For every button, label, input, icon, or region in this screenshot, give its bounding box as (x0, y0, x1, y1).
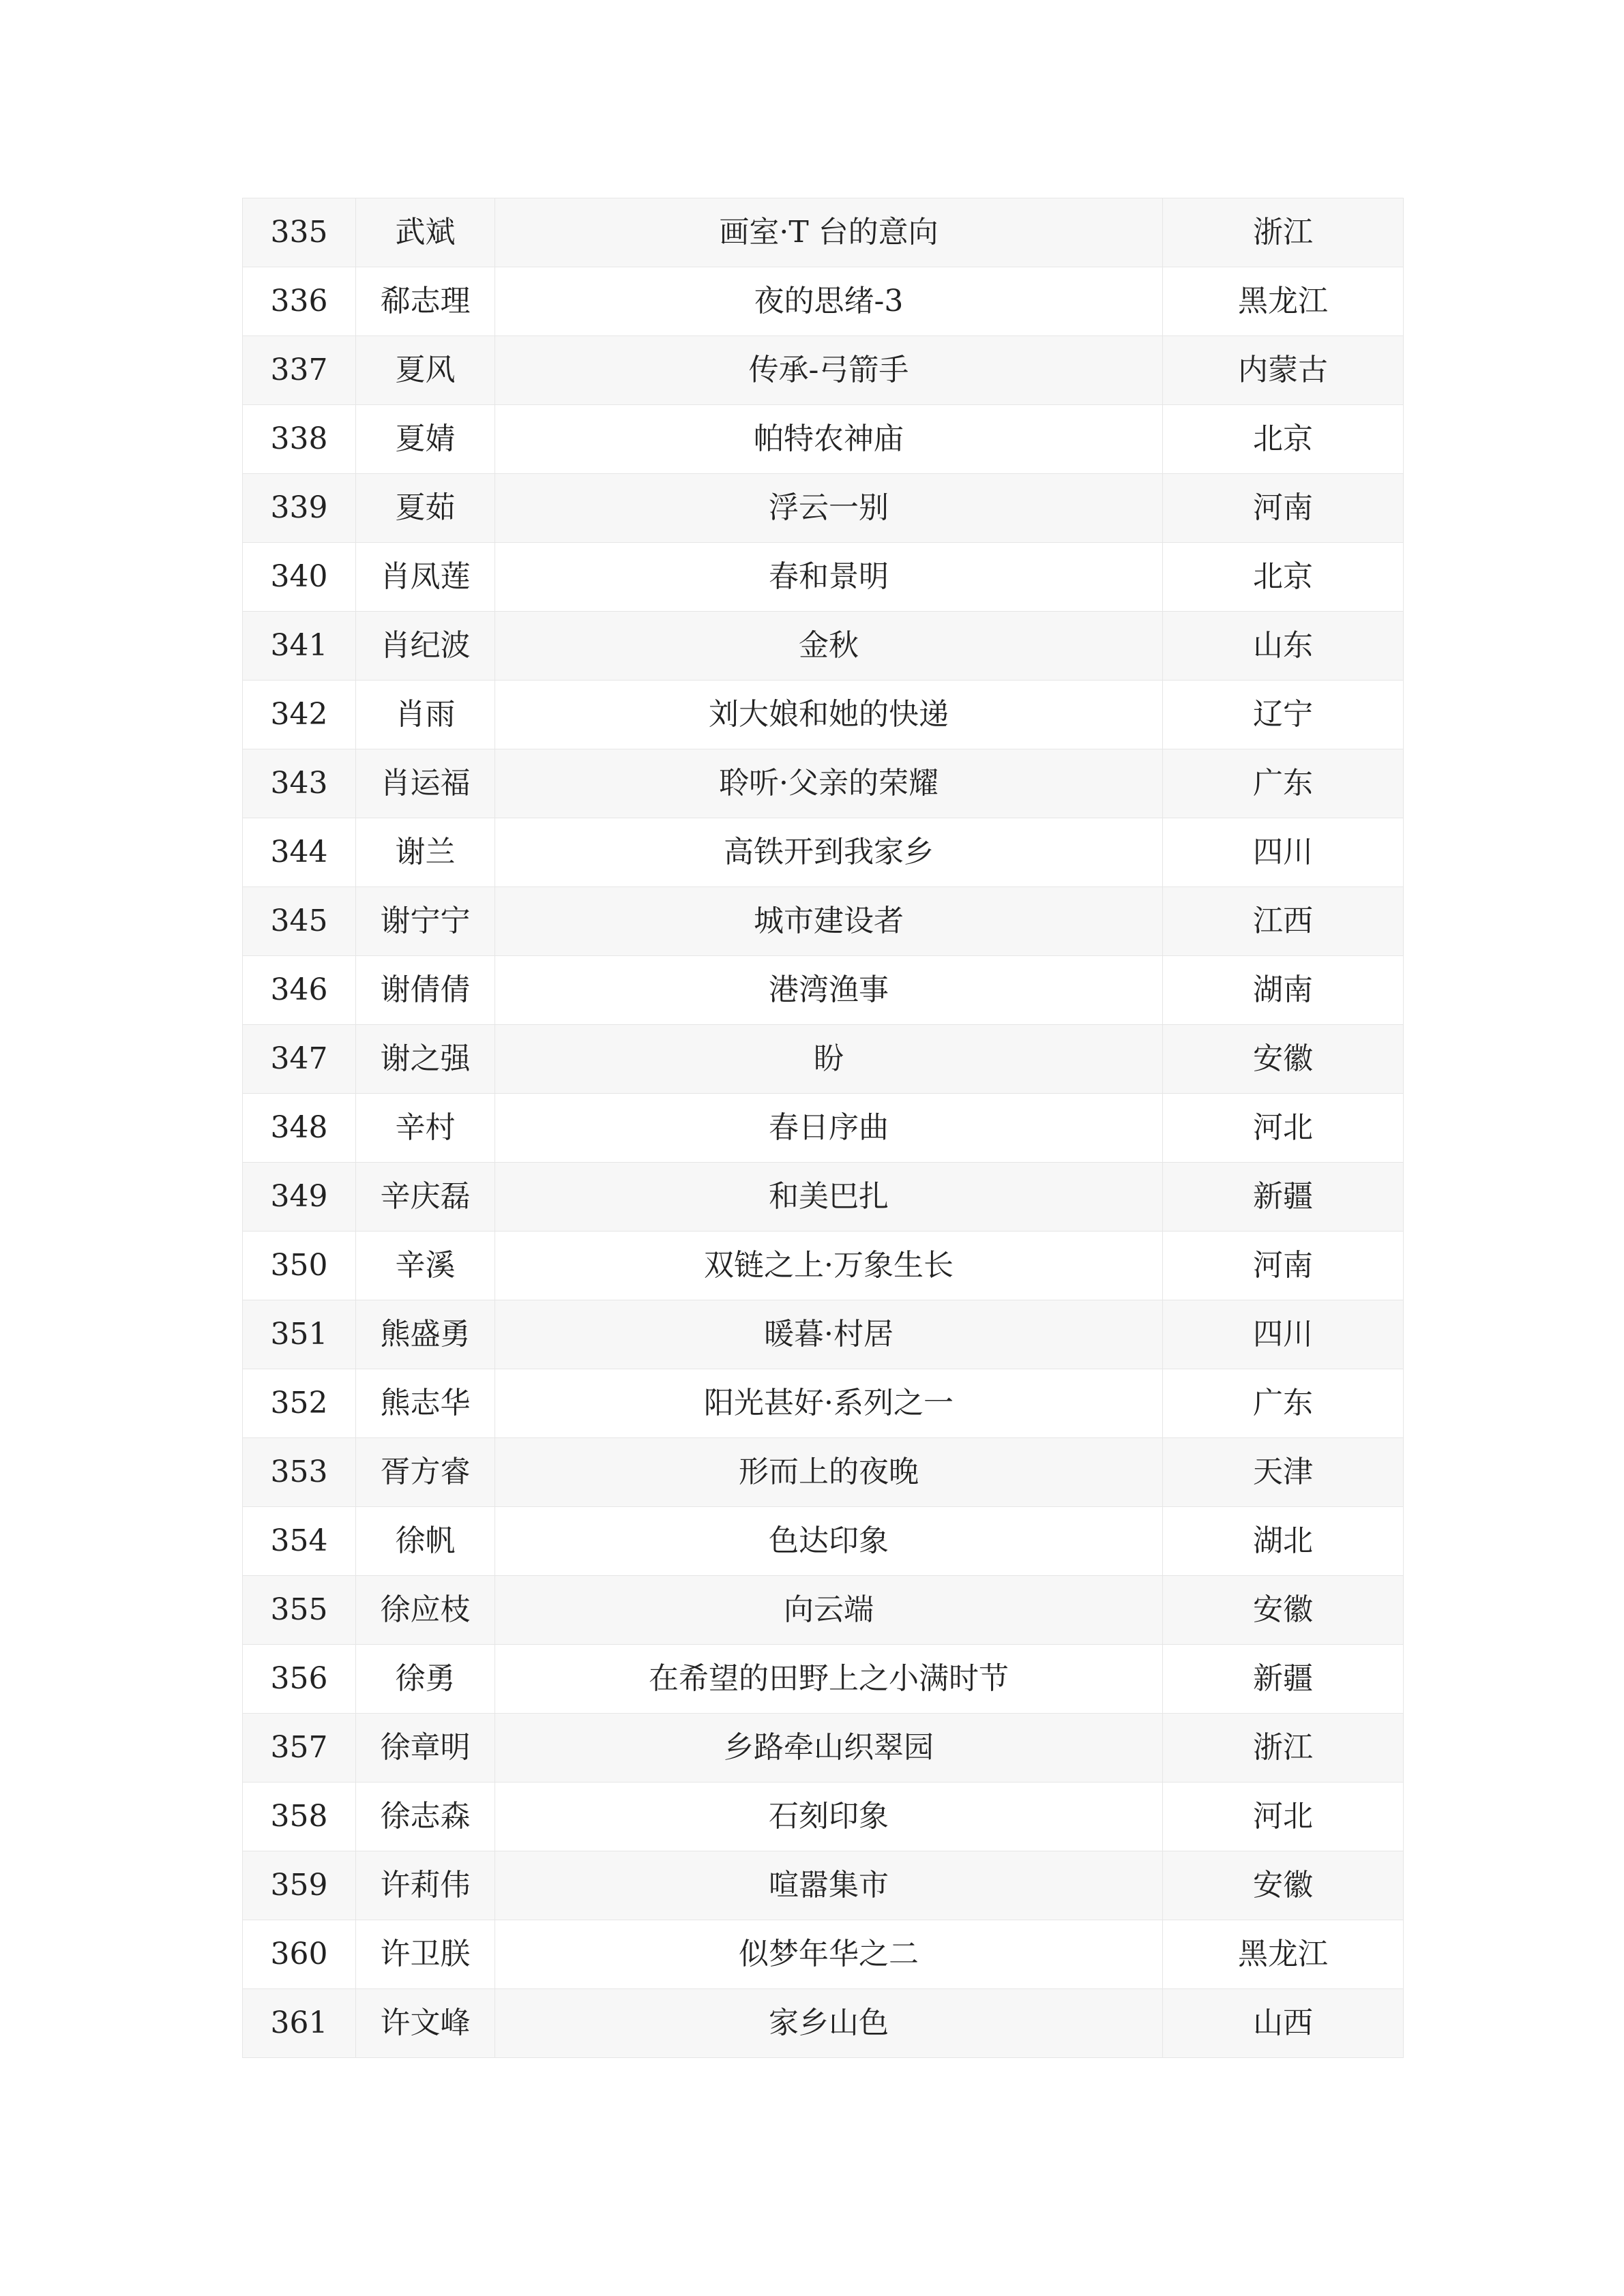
table-row (243, 1163, 1404, 1232)
table-row (243, 1025, 1404, 1094)
entry-number: 353 (243, 1438, 356, 1507)
table-row (243, 405, 1404, 474)
region: 河北 (1163, 1094, 1404, 1163)
table-row (243, 1989, 1404, 2058)
entry-number: 338 (243, 405, 356, 474)
region: 黑龙江 (1163, 1920, 1404, 1989)
artist-name: 肖纪波 (356, 612, 495, 681)
entry-number: 357 (243, 1714, 356, 1783)
entry-number: 361 (243, 1989, 356, 2058)
region: 山西 (1163, 1989, 1404, 2058)
region: 湖北 (1163, 1507, 1404, 1576)
entry-number: 344 (243, 818, 356, 887)
entry-number: 340 (243, 543, 356, 612)
entry-number: 341 (243, 612, 356, 681)
region: 山东 (1163, 612, 1404, 681)
region: 安徽 (1163, 1025, 1404, 1094)
region: 浙江 (1163, 198, 1404, 267)
region: 四川 (1163, 1300, 1404, 1369)
artist-name: 辛溪 (356, 1232, 495, 1300)
artwork-title: 暖暮·村居 (495, 1300, 1163, 1369)
entry-number: 339 (243, 474, 356, 543)
entry-number: 349 (243, 1163, 356, 1232)
artwork-title: 春和景明 (495, 543, 1163, 612)
artist-name: 谢宁宁 (356, 887, 495, 956)
artwork-title: 城市建设者 (495, 887, 1163, 956)
artwork-title: 港湾渔事 (495, 956, 1163, 1025)
artwork-title: 喧嚣集市 (495, 1851, 1163, 1920)
artwork-title: 金秋 (495, 612, 1163, 681)
entry-number: 352 (243, 1369, 356, 1438)
entry-number: 346 (243, 956, 356, 1025)
region: 新疆 (1163, 1645, 1404, 1714)
region: 广东 (1163, 749, 1404, 818)
entry-number: 351 (243, 1300, 356, 1369)
artwork-title: 春日序曲 (495, 1094, 1163, 1163)
entry-number: 358 (243, 1783, 356, 1851)
region: 辽宁 (1163, 681, 1404, 749)
artwork-title: 和美巴扎 (495, 1163, 1163, 1232)
artist-name: 夏茹 (356, 474, 495, 543)
table-row (243, 474, 1404, 543)
table-row (243, 749, 1404, 818)
entry-number: 355 (243, 1576, 356, 1645)
roster-table (242, 198, 1404, 2058)
table-row (243, 543, 1404, 612)
entry-number: 354 (243, 1507, 356, 1576)
artwork-title: 石刻印象 (495, 1783, 1163, 1851)
entry-number: 350 (243, 1232, 356, 1300)
artwork-title: 浮云一别 (495, 474, 1163, 543)
table-row (243, 956, 1404, 1025)
artist-name: 许莉伟 (356, 1851, 495, 1920)
artwork-title: 乡路牵山织翠园 (495, 1714, 1163, 1783)
table-row (243, 1714, 1404, 1783)
region: 湖南 (1163, 956, 1404, 1025)
artwork-title: 家乡山色 (495, 1989, 1163, 2058)
entry-number: 335 (243, 198, 356, 267)
artist-name: 肖运福 (356, 749, 495, 818)
artist-name: 熊盛勇 (356, 1300, 495, 1369)
artwork-title: 阳光甚好·系列之一 (495, 1369, 1163, 1438)
region: 浙江 (1163, 1714, 1404, 1783)
table-row (243, 681, 1404, 749)
artwork-title: 双链之上·万象生长 (495, 1232, 1163, 1300)
region: 内蒙古 (1163, 336, 1404, 405)
artwork-title: 画室·T 台的意向 (495, 198, 1163, 267)
table-row (243, 887, 1404, 956)
artwork-title: 高铁开到我家乡 (495, 818, 1163, 887)
table-row (243, 1576, 1404, 1645)
entry-number: 336 (243, 267, 356, 336)
artist-name: 徐帆 (356, 1507, 495, 1576)
artist-name: 谢之强 (356, 1025, 495, 1094)
table-row (243, 818, 1404, 887)
artist-name: 武斌 (356, 198, 495, 267)
entry-number: 337 (243, 336, 356, 405)
artist-name: 熊志华 (356, 1369, 495, 1438)
artwork-title: 形而上的夜晚 (495, 1438, 1163, 1507)
region: 河南 (1163, 474, 1404, 543)
table-row (243, 1300, 1404, 1369)
artist-name: 夏婧 (356, 405, 495, 474)
table-row (243, 1232, 1404, 1300)
artist-name: 肖雨 (356, 681, 495, 749)
table-row (243, 1783, 1404, 1851)
table-row (243, 267, 1404, 336)
region: 北京 (1163, 543, 1404, 612)
artist-name: 徐应枝 (356, 1576, 495, 1645)
artist-name: 许文峰 (356, 1989, 495, 2058)
artist-name: 郗志理 (356, 267, 495, 336)
artwork-title: 似梦年华之二 (495, 1920, 1163, 1989)
artist-name: 徐勇 (356, 1645, 495, 1714)
entry-number: 348 (243, 1094, 356, 1163)
entry-number: 342 (243, 681, 356, 749)
table-row (243, 1094, 1404, 1163)
artist-name: 许卫朕 (356, 1920, 495, 1989)
artwork-title: 传承-弓箭手 (495, 336, 1163, 405)
table-row (243, 1920, 1404, 1989)
artist-name: 谢兰 (356, 818, 495, 887)
artwork-title: 盼 (495, 1025, 1163, 1094)
artwork-title: 夜的思绪-3 (495, 267, 1163, 336)
artwork-title: 色达印象 (495, 1507, 1163, 1576)
table-row (243, 1438, 1404, 1507)
region: 四川 (1163, 818, 1404, 887)
region: 北京 (1163, 405, 1404, 474)
table-row (243, 1645, 1404, 1714)
entry-number: 359 (243, 1851, 356, 1920)
region: 安徽 (1163, 1851, 1404, 1920)
artist-name: 肖凤莲 (356, 543, 495, 612)
entry-number: 345 (243, 887, 356, 956)
region: 新疆 (1163, 1163, 1404, 1232)
region: 天津 (1163, 1438, 1404, 1507)
region: 河北 (1163, 1783, 1404, 1851)
region: 广东 (1163, 1369, 1404, 1438)
region: 安徽 (1163, 1576, 1404, 1645)
artist-name: 胥方睿 (356, 1438, 495, 1507)
artist-name: 谢倩倩 (356, 956, 495, 1025)
artwork-title: 聆听·父亲的荣耀 (495, 749, 1163, 818)
region: 河南 (1163, 1232, 1404, 1300)
region: 黑龙江 (1163, 267, 1404, 336)
entry-number: 347 (243, 1025, 356, 1094)
table-row (243, 612, 1404, 681)
table-row (243, 1851, 1404, 1920)
artist-name: 徐章明 (356, 1714, 495, 1783)
region: 江西 (1163, 887, 1404, 956)
entry-number: 360 (243, 1920, 356, 1989)
artist-name: 徐志森 (356, 1783, 495, 1851)
table-row (243, 198, 1404, 267)
entry-number: 356 (243, 1645, 356, 1714)
table-row (243, 1507, 1404, 1576)
artist-name: 辛村 (356, 1094, 495, 1163)
table-row (243, 336, 1404, 405)
artwork-title: 刘大娘和她的快递 (495, 681, 1163, 749)
artist-name: 辛庆磊 (356, 1163, 495, 1232)
artwork-title: 向云端 (495, 1576, 1163, 1645)
table-row (243, 1369, 1404, 1438)
roster-table-body (243, 198, 1404, 2058)
entry-number: 343 (243, 749, 356, 818)
artwork-title: 帕特农神庙 (495, 405, 1163, 474)
artwork-title: 在希望的田野上之小满时节 (495, 1645, 1163, 1714)
artist-name: 夏风 (356, 336, 495, 405)
